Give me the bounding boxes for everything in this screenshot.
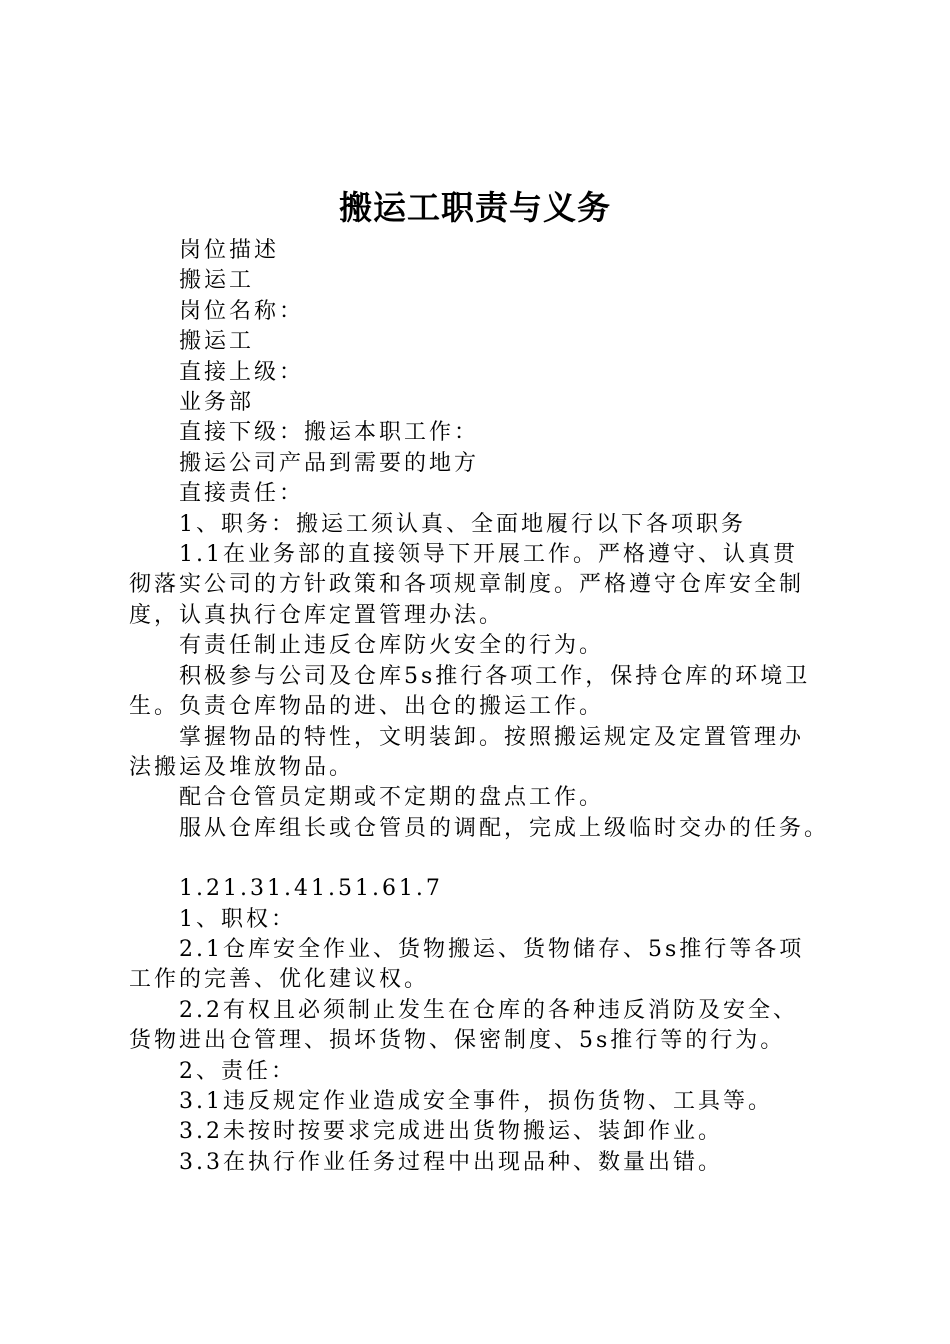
text-line: 3.3在执行作业任务过程中出现品种、数量出错。 [179, 1149, 723, 1175]
text-line: 直接上级： [179, 359, 305, 385]
paragraph-row: 货物进出仓管理、损坏货物、保密制度、5s推行等的行为。 [129, 1028, 786, 1054]
text-line: 搬运工 [179, 268, 255, 294]
paragraph-row: 生。负责仓库物品的进、出仓的搬运工作。 [129, 694, 605, 720]
text-line: 1.21.31.41.51.61.7 [179, 876, 443, 902]
text-line: 直接下级：搬运本职工作： [179, 420, 480, 446]
text-line: 配合仓管员定期或不定期的盘点工作。 [179, 785, 605, 811]
paragraph-row: 1.1在业务部的直接领导下开展工作。严格遵守、认真贯 [179, 542, 798, 568]
paragraph-2-1 [129, 935, 839, 996]
paragraph-row: 积极参与公司及仓库5s推行各项工作，保持仓库的环境卫 [179, 663, 811, 689]
blank-gap [129, 844, 839, 874]
document-title: 搬运工职责与义务 [339, 188, 611, 227]
text-line: 业务部 [179, 390, 255, 416]
paragraph-row: 彻落实公司的方针政策和各项规章制度。严格遵守仓库安全制 [129, 572, 805, 598]
text-line: 2、责任： [179, 1058, 296, 1084]
paragraph-row: 2.2有权且必须制止发生在仓库的各种违反消防及安全、 [179, 997, 798, 1023]
text-line: 有责任制止违反仓库防火安全的行为。 [179, 633, 605, 659]
text-line: 服从仓库组长或仓管员的调配，完成上级临时交办的任务。 [179, 815, 830, 841]
paragraph-1-1 [129, 540, 839, 631]
paragraph-row: 工作的完善、优化建议权。 [129, 967, 430, 993]
text-line: 1、职务：搬运工须认真、全面地履行以下各项职务 [179, 511, 746, 537]
text-line: 岗位名称： [179, 298, 305, 324]
text-line: 1、职权： [179, 906, 296, 932]
paragraph-5s [129, 662, 839, 723]
paragraph-row: 2.1仓库安全作业、货物搬运、货物储存、5s推行等各项 [179, 936, 805, 962]
text-line: 直接责任： [179, 481, 305, 507]
paragraph-row: 度，认真执行仓库定置管理办法。 [129, 602, 505, 628]
paragraph-2-2 [129, 996, 839, 1057]
text-line: 岗位描述 [179, 238, 280, 263]
paragraph-row: 掌握物品的特性，文明装卸。按照搬运规定及定置管理办 [179, 724, 805, 750]
paragraph-handling [129, 723, 839, 784]
text-line: 3.2未按时按要求完成进出货物搬运、装卸作业。 [179, 1119, 723, 1145]
text-line: 搬运工 [179, 329, 255, 355]
document-body [129, 236, 839, 1178]
text-line: 3.1违反规定作业造成安全事件，损伤货物、工具等。 [179, 1088, 773, 1114]
text-line: 搬运公司产品到需要的地方 [179, 450, 480, 476]
paragraph-row: 法搬运及堆放物品。 [129, 754, 355, 780]
